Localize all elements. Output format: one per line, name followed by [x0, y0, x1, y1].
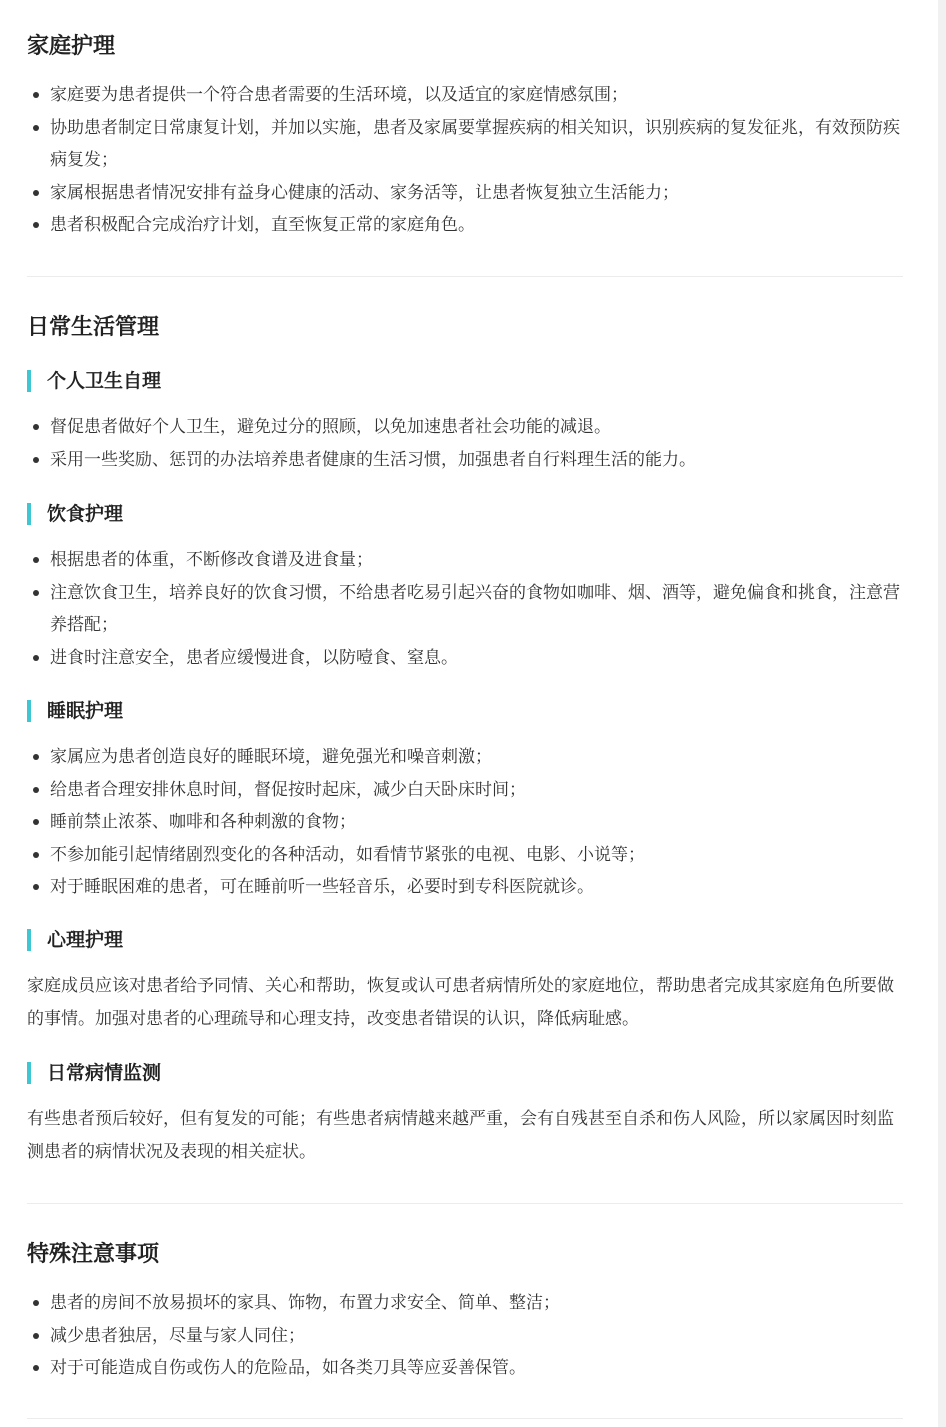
psych-paragraph: 家庭成员应该对患者给予同情、关心和帮助，恢复或认可患者病情所处的家庭地位，帮助患者完成其家庭角色所要做的事情。加强对患者的心理疏导和心理支持，改变患者错误的认识，降低病耻感。 [27, 976, 894, 1029]
subsection-title-sleep: 睡眠护理 [27, 700, 123, 722]
list-item: 对于可能造成自伤或伤人的危险品，如各类刀具等应妥善保管。 [27, 1352, 905, 1385]
family-care-list [27, 79, 905, 242]
hygiene-list [27, 411, 905, 476]
list-item: 不参加能引起情绪剧烈变化的各种活动，如看情节紧张的电视、电影、小说等； [27, 839, 905, 872]
list-item: 睡前禁止浓茶、咖啡和各种刺激的食物； [27, 806, 905, 839]
list-item: 督促患者做好个人卫生，避免过分的照顾，以免加速患者社会功能的减退。 [27, 411, 905, 444]
list-item: 家属应为患者创造良好的睡眠环境，避免强光和噪音刺激； [27, 741, 905, 774]
list-item: 减少患者独居，尽量与家人同住； [27, 1320, 905, 1353]
list-item: 患者积极配合完成治疗计划，直至恢复正常的家庭角色。 [27, 209, 905, 242]
list-item: 患者的房间不放易损坏的家具、饰物，布置力求安全、简单、整洁； [27, 1287, 905, 1320]
subsection-title-monitor: 日常病情监测 [27, 1062, 161, 1084]
section-title-special: 特殊注意事项 [27, 1242, 160, 1267]
subsection-title-hygiene: 个人卫生自理 [27, 370, 161, 392]
section-divider [27, 1418, 903, 1419]
list-item: 注意饮食卫生，培养良好的饮食习惯，不给患者吃易引起兴奋的食物如咖啡、烟、酒等，避免偏食和挑食，注意营养搭配； [27, 577, 905, 642]
sleep-list [27, 741, 905, 904]
subsection-title-psych: 心理护理 [27, 929, 123, 951]
monitor-paragraph: 有些患者预后较好，但有复发的可能；有些患者病情越来越严重，会有自残甚至自杀和伤人风险，所以家属因时刻监测患者的病情状况及表现的相关症状。 [27, 1109, 894, 1162]
list-item: 进食时注意安全，患者应缓慢进食，以防噎食、窒息。 [27, 642, 905, 675]
section-title-daily-life: 日常生活管理 [27, 315, 160, 340]
section-divider [27, 1203, 903, 1204]
subsection-title-diet: 饮食护理 [27, 503, 123, 525]
list-item: 采用一些奖励、惩罚的办法培养患者健康的生活习惯，加强患者自行料理生活的能力。 [27, 444, 905, 477]
list-item: 根据患者的体重，不断修改食谱及进食量； [27, 544, 905, 577]
list-item: 给患者合理安排休息时间，督促按时起床，减少白天卧床时间； [27, 774, 905, 807]
scrollbar[interactable] [938, 0, 946, 1427]
list-item: 家属根据患者情况安排有益身心健康的活动、家务活等，让患者恢复独立生活能力； [27, 177, 905, 210]
diet-list [27, 544, 905, 674]
section-title-family-care: 家庭护理 [27, 34, 116, 59]
list-item: 家庭要为患者提供一个符合患者需要的生活环境，以及适宜的家庭情感氛围； [27, 79, 905, 112]
list-item: 对于睡眠困难的患者，可在睡前听一些轻音乐，必要时到专科医院就诊。 [27, 871, 905, 904]
list-item: 协助患者制定日常康复计划，并加以实施，患者及家属要掌握疾病的相关知识，识别疾病的复发征兆，有效预防疾病复发； [27, 112, 905, 177]
section-divider [27, 276, 903, 277]
special-list [27, 1287, 905, 1385]
